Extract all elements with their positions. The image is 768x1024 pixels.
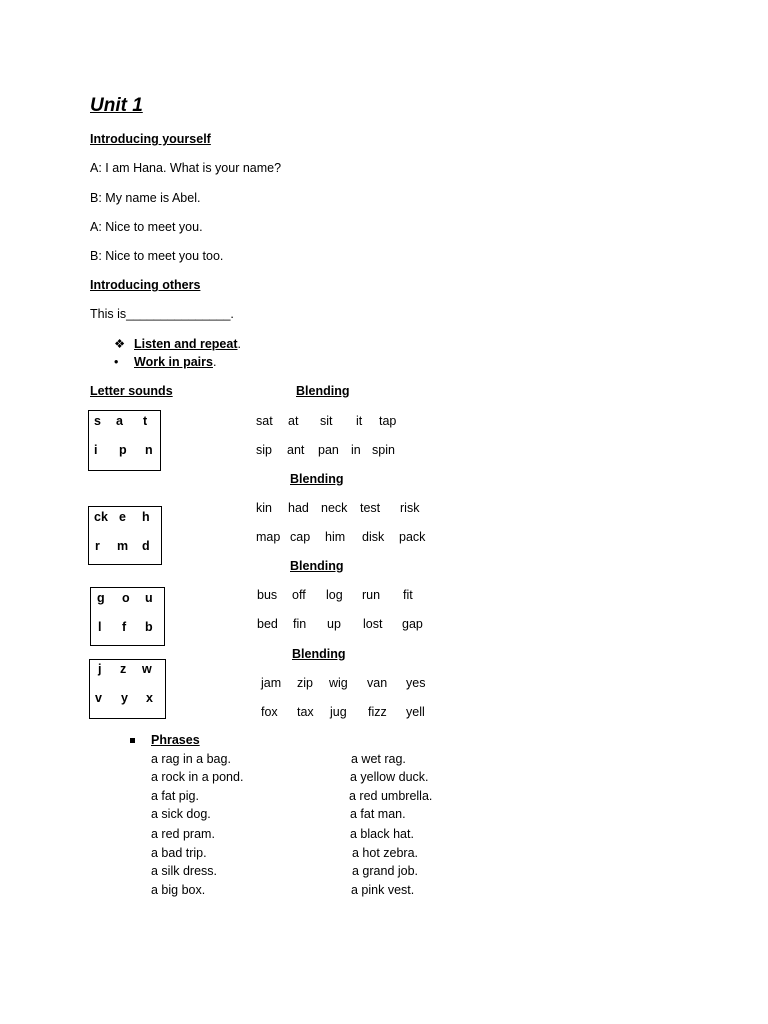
blend-word: van bbox=[367, 676, 388, 690]
phrase-left: a red pram. bbox=[151, 827, 215, 841]
letter: ck bbox=[94, 510, 108, 524]
section-heading-introducing-others: Introducing others bbox=[90, 278, 201, 292]
phrase-left: a rag in a bag. bbox=[151, 752, 231, 766]
blend-word: tap bbox=[379, 414, 397, 428]
blend-word: run bbox=[362, 588, 381, 602]
letter-sounds-heading: Letter sounds bbox=[90, 384, 173, 398]
instruction-period: . bbox=[212, 355, 217, 369]
fill-in-blank: _______________ bbox=[126, 307, 231, 321]
instruction-item bbox=[114, 355, 216, 369]
blend-word: yell bbox=[406, 705, 425, 719]
blend-word: ant bbox=[287, 443, 305, 457]
letter: d bbox=[142, 539, 150, 553]
phrase-right: a pink vest. bbox=[351, 883, 415, 897]
letter: h bbox=[142, 510, 150, 524]
dot-bullet-icon: • bbox=[114, 355, 119, 369]
letter: g bbox=[97, 591, 105, 605]
page-title: Unit 1 bbox=[90, 95, 143, 116]
phrase-right: a yellow duck. bbox=[350, 770, 429, 784]
blending-heading: Blending bbox=[290, 559, 344, 573]
blend-word: gap bbox=[402, 617, 423, 631]
blend-word: spin bbox=[372, 443, 395, 457]
dialogue-line: A: I am Hana. What is your name? bbox=[90, 161, 282, 175]
letter: b bbox=[145, 620, 153, 634]
instruction-text: Work in pairs bbox=[134, 355, 213, 369]
fill-in-line bbox=[90, 307, 234, 321]
instruction-item bbox=[114, 336, 241, 351]
letter: z bbox=[120, 662, 127, 676]
dialogue-line: A: Nice to meet you. bbox=[90, 220, 203, 234]
blend-word: sip bbox=[256, 443, 272, 457]
phrase-left: a fat pig. bbox=[151, 789, 199, 803]
instruction-period: . bbox=[237, 337, 241, 351]
dialogue-line: B: Nice to meet you too. bbox=[90, 249, 224, 263]
blend-word: fizz bbox=[368, 705, 387, 719]
phrase-right: a wet rag. bbox=[351, 752, 406, 766]
fill-in-period: . bbox=[230, 307, 234, 321]
letter: e bbox=[119, 510, 126, 524]
phrase-right: a grand job. bbox=[352, 864, 419, 878]
blend-word: log bbox=[326, 588, 343, 602]
blend-word: him bbox=[325, 530, 346, 544]
letter: s bbox=[94, 414, 101, 428]
blend-word: zip bbox=[297, 676, 313, 690]
phrase-right: a hot zebra. bbox=[352, 846, 419, 860]
letter: i bbox=[94, 443, 98, 457]
phrase-left: a rock in a pond. bbox=[151, 770, 244, 784]
blend-word: cap bbox=[290, 530, 311, 544]
blend-word: test bbox=[360, 501, 381, 515]
letter: r bbox=[95, 539, 100, 553]
blend-word: tax bbox=[297, 705, 314, 719]
letter: t bbox=[143, 414, 148, 428]
letter: l bbox=[98, 620, 102, 634]
blend-word: up bbox=[327, 617, 341, 631]
blend-word: in bbox=[351, 443, 361, 457]
blend-word: wig bbox=[329, 676, 348, 690]
fill-in-text: This is bbox=[90, 307, 127, 321]
phrase-right: a red umbrella. bbox=[349, 789, 433, 803]
phrase-left: a big box. bbox=[151, 883, 206, 897]
blend-word: jug bbox=[330, 705, 347, 719]
blend-word: risk bbox=[400, 501, 420, 515]
blending-heading: Blending bbox=[290, 472, 344, 486]
blend-word: bed bbox=[257, 617, 278, 631]
phrase-right: a black hat. bbox=[350, 827, 414, 841]
blend-word: bus bbox=[257, 588, 278, 602]
blend-word: off bbox=[292, 588, 306, 602]
blend-word: it bbox=[356, 414, 363, 428]
blend-word: lost bbox=[363, 617, 383, 631]
blend-word: fox bbox=[261, 705, 278, 719]
blend-word: jam bbox=[261, 676, 282, 690]
letter: f bbox=[122, 620, 127, 634]
blend-word: neck bbox=[321, 501, 348, 515]
blend-word: disk bbox=[362, 530, 385, 544]
blend-word: fit bbox=[403, 588, 413, 602]
blend-word: kin bbox=[256, 501, 272, 515]
phrase-left: a bad trip. bbox=[151, 846, 207, 860]
letter: m bbox=[117, 539, 129, 553]
letter: y bbox=[121, 691, 128, 705]
letter: x bbox=[146, 691, 153, 705]
letter: v bbox=[95, 691, 102, 705]
dialogue-line: B: My name is Abel. bbox=[90, 191, 201, 205]
blending-heading: Blending bbox=[292, 647, 346, 661]
letter: u bbox=[145, 591, 153, 605]
phrases-heading: Phrases bbox=[151, 733, 200, 747]
instruction-text: Listen and repeat bbox=[134, 337, 238, 351]
phrase-left: a silk dress. bbox=[151, 864, 217, 878]
letter: n bbox=[145, 443, 153, 457]
blend-word: pack bbox=[399, 530, 426, 544]
blend-word: at bbox=[288, 414, 299, 428]
blend-word: sit bbox=[320, 414, 333, 428]
diamond-bullet-icon: ❖ bbox=[114, 337, 126, 351]
blend-word: sat bbox=[256, 414, 273, 428]
blend-word: pan bbox=[318, 443, 339, 457]
letter: w bbox=[142, 662, 152, 676]
blend-word: map bbox=[256, 530, 281, 544]
letter: j bbox=[98, 662, 102, 676]
square-bullet-icon bbox=[130, 738, 135, 743]
section-heading-introducing-yourself: Introducing yourself bbox=[90, 132, 211, 146]
blend-word: yes bbox=[406, 676, 426, 690]
phrase-right: a fat man. bbox=[350, 807, 406, 821]
blending-heading: Blending bbox=[296, 384, 350, 398]
blend-word: had bbox=[288, 501, 309, 515]
letter: a bbox=[116, 414, 123, 428]
phrase-left: a sick dog. bbox=[151, 807, 211, 821]
letter: o bbox=[122, 591, 130, 605]
blend-word: fin bbox=[293, 617, 307, 631]
letter: p bbox=[119, 443, 127, 457]
